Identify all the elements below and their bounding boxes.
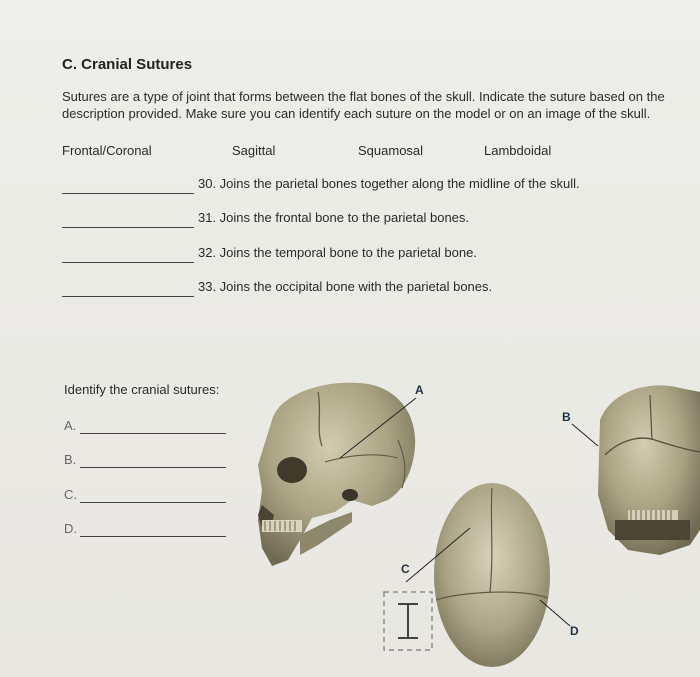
question-text: 32. Joins the temporal bone to the parietal bone. <box>198 245 477 260</box>
figure-label-c: C <box>401 562 410 576</box>
identify-title: Identify the cranial sutures: <box>64 382 220 397</box>
question-text: 33. Joins the occipital bone with the parietal bones. <box>198 279 493 294</box>
posterior-skull-image <box>598 385 700 555</box>
figure-label-b: B <box>562 410 571 424</box>
answer-letter: B. <box>64 452 77 467</box>
question-text: 30. Joins the parietal bones together along the midline of the skull. <box>198 176 580 191</box>
figure-label-a: A <box>415 383 424 397</box>
figure-label-d: D <box>570 624 579 638</box>
answer-letter: C. <box>64 487 77 502</box>
intro-paragraph: Sutures are a type of joint that forms between the flat bones of the skull. Indicate the suture based on the description provided. Make sure you can identify each suture on the model or on an image of the skull. <box>62 89 665 121</box>
lateral-skull-image <box>258 383 415 566</box>
answer-letter: D. <box>64 521 77 536</box>
question-text: 31. Joins the frontal bone to the parietal bones. <box>198 210 470 225</box>
tooth-icon <box>384 592 432 650</box>
word-bank-item: Frontal/Coronal <box>62 143 152 158</box>
answer-letter: A. <box>64 418 77 433</box>
word-bank-item: Sagittal <box>232 143 276 158</box>
superior-skull-image <box>434 483 550 667</box>
word-bank-item: Lambdoidal <box>484 143 552 158</box>
word-bank-item: Squamosal <box>358 143 424 158</box>
section-title: C. Cranial Sutures <box>62 56 193 73</box>
